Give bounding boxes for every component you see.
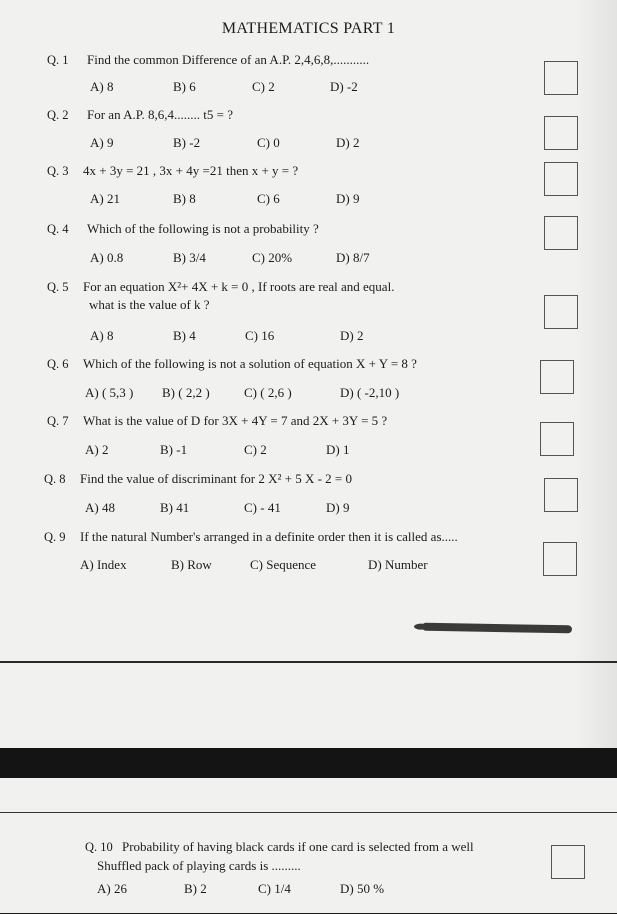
option-d: D) 2 xyxy=(336,135,360,150)
option-d: D) -2 xyxy=(330,79,358,94)
option-c: C) 1/4 xyxy=(258,881,291,896)
question-text: If the natural Number's arranged in a definite order then it is called as..... xyxy=(80,529,458,544)
answer-box[interactable] xyxy=(551,845,585,879)
answer-box[interactable] xyxy=(544,478,578,512)
question-number: Q. 7 xyxy=(47,414,69,428)
option-d: D) 2 xyxy=(340,328,364,343)
option-d: D) 1 xyxy=(326,442,350,457)
option-a: A) 8 xyxy=(90,328,114,343)
option-b: B) 3/4 xyxy=(173,250,206,265)
question-text: What is the value of D for 3X + 4Y = 7 and 2X + 3Y = 5 ? xyxy=(83,413,388,428)
option-b: B) 6 xyxy=(173,79,196,94)
answer-box[interactable] xyxy=(540,360,574,394)
option-d: D) 9 xyxy=(336,191,360,206)
answer-box[interactable] xyxy=(544,61,578,95)
option-b: B) 4 xyxy=(173,328,196,343)
option-b: B) Row xyxy=(171,557,212,572)
answer-box[interactable] xyxy=(544,295,578,329)
option-a: A) ( 5,3 ) xyxy=(85,385,134,400)
option-b: B) -1 xyxy=(160,442,188,457)
question-number: Q. 10 xyxy=(85,840,113,854)
option-a: A) 26 xyxy=(97,881,127,896)
option-c: C) 2 xyxy=(244,442,267,457)
question-number: Q. 2 xyxy=(47,108,69,122)
page-title: MATHEMATICS PART 1 xyxy=(221,20,396,37)
question-text: 4x + 3y = 21 , 3x + 4y =21 then x + y = ? xyxy=(83,163,299,178)
fold-line xyxy=(0,661,617,663)
option-c: C) 6 xyxy=(257,191,280,206)
sheet-divider xyxy=(0,812,617,914)
option-a: A) 48 xyxy=(85,500,115,515)
question-number: Q. 4 xyxy=(47,222,69,236)
answer-box[interactable] xyxy=(543,542,577,576)
dark-background xyxy=(0,748,617,778)
option-c: C) 0 xyxy=(257,135,280,150)
question-text: Find the common Difference of an A.P. 2,4,6,8,........... xyxy=(87,52,370,67)
option-a: A) 8 xyxy=(90,79,114,94)
question-text: Which of the following is not a solution of equation X + Y = 8 ? xyxy=(83,356,417,371)
option-a: A) 21 xyxy=(90,191,120,206)
option-a: A) 9 xyxy=(90,135,114,150)
question-text: Probability of having black cards if one card is selected from a well xyxy=(122,839,474,854)
question-text: For an A.P. 8,6,4........ t5 = ? xyxy=(87,107,234,122)
answer-box[interactable] xyxy=(544,116,578,150)
option-b: B) 8 xyxy=(173,191,196,206)
answer-box[interactable] xyxy=(540,422,574,456)
question-number: Q. 8 xyxy=(44,472,66,486)
option-c: C) 2 xyxy=(252,79,275,94)
answer-box[interactable] xyxy=(544,162,578,196)
option-d: D) 9 xyxy=(326,500,350,515)
option-c: C) 16 xyxy=(245,328,275,343)
option-d: D) 8/7 xyxy=(336,250,370,265)
option-b: B) ( 2,2 ) xyxy=(162,385,210,400)
option-c: C) ( 2,6 ) xyxy=(244,385,292,400)
option-d: D) ( -2,10 ) xyxy=(340,385,400,400)
option-d: D) 50 % xyxy=(340,881,385,896)
question-text: For an equation X²+ 4X + k = 0 , If roots are real and equal. xyxy=(83,279,395,294)
question-text: Which of the following is not a probability ? xyxy=(87,221,319,236)
option-a: A) 0.8 xyxy=(90,250,124,265)
option-d: D) Number xyxy=(368,557,428,572)
answer-box[interactable] xyxy=(544,216,578,250)
question-number: Q. 5 xyxy=(47,280,69,294)
question-text-line2: what is the value of k ? xyxy=(89,297,210,312)
option-b: B) 2 xyxy=(184,881,207,896)
option-a: A) 2 xyxy=(85,442,109,457)
option-a: A) Index xyxy=(80,557,127,572)
question-text-line2: Shuffled pack of playing cards is ......... xyxy=(97,858,301,873)
question-text: Find the value of discriminant for 2 X² + 5 X - 2 = 0 xyxy=(80,471,353,486)
option-c: C) - 41 xyxy=(244,500,281,515)
option-c: C) 20% xyxy=(252,250,293,265)
question-number: Q. 3 xyxy=(47,164,69,178)
option-c: C) Sequence xyxy=(250,557,317,572)
pen-scribble xyxy=(422,623,572,634)
option-b: B) -2 xyxy=(173,135,201,150)
question-number: Q. 6 xyxy=(47,357,69,371)
question-number: Q. 9 xyxy=(44,530,66,544)
page-shadow xyxy=(573,0,617,748)
option-b: B) 41 xyxy=(160,500,190,515)
question-number: Q. 1 xyxy=(47,53,69,67)
